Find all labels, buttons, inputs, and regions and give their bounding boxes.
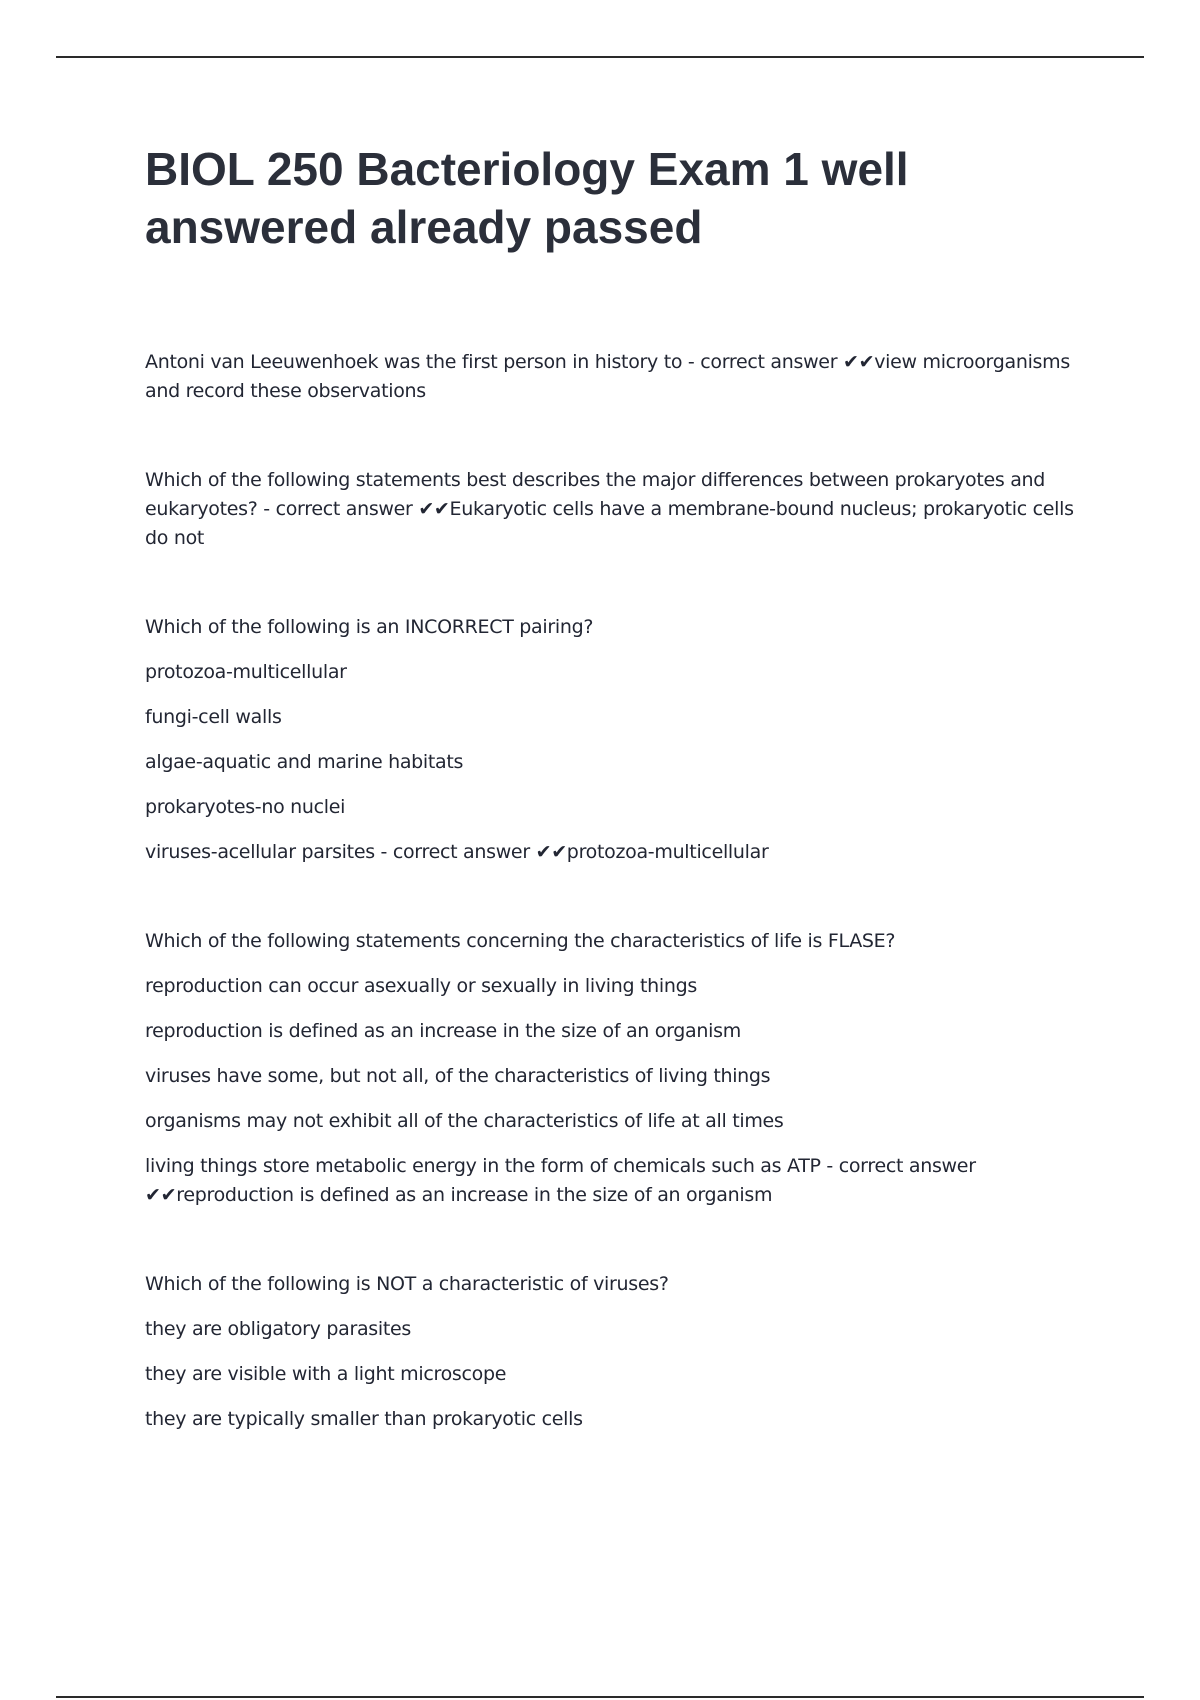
question-text: Which of the following statements best describes the major differences between prokaryotes and eukaryotes? - correct answer ✔✔Eukaryotic cells have a membrane-bound nucleus; prokaryotic cells do not: [145, 469, 1074, 549]
question-text: Which of the following is NOT a characteristic of viruses?: [145, 1273, 669, 1295]
top-rule: [56, 56, 1144, 58]
answer-option: prokaryotes-no nuclei: [145, 796, 346, 818]
document-title: BIOL 250 Bacteriology Exam 1 well answered already passed: [145, 143, 909, 253]
answer-option-with-correct-answer: living things store metabolic energy in the form of chemicals such as ATP - correct answer ✔✔reproduction is defined as an increase in the size of an organism: [145, 1155, 976, 1206]
answer-option: algae-aquatic and marine habitats: [145, 751, 464, 773]
answer-option: reproduction can occur asexually or sexually in living things: [145, 975, 697, 997]
question-text: Which of the following is an INCORRECT pairing?: [145, 616, 594, 638]
answer-option: protozoa-multicellular: [145, 661, 347, 683]
answer-option: fungi-cell walls: [145, 706, 282, 728]
answer-option: they are visible with a light microscope: [145, 1363, 507, 1385]
answer-option: they are obligatory parasites: [145, 1318, 412, 1340]
answer-option: viruses have some, but not all, of the characteristics of living things: [145, 1065, 771, 1087]
question-block-4: [145, 927, 1085, 1210]
question-block-5: [145, 1270, 1085, 1434]
question-block-1: [145, 348, 1085, 406]
question-list: [145, 348, 1085, 1434]
answer-option: they are typically smaller than prokaryotic cells: [145, 1408, 583, 1430]
document-body: [145, 140, 1085, 1434]
question-text: Antoni van Leeuwenhoek was the first person in history to - correct answer ✔✔view microorganisms and record these observations: [145, 351, 1070, 402]
answer-option: reproduction is defined as an increase in the size of an organism: [145, 1020, 741, 1042]
bottom-rule: [56, 1696, 1144, 1698]
answer-option: organisms may not exhibit all of the characteristics of life at all times: [145, 1110, 784, 1132]
question-block-3: [145, 613, 1085, 867]
answer-option-with-correct-answer: viruses-acellular parsites - correct answer ✔✔protozoa-multicellular: [145, 841, 769, 863]
question-text: Which of the following statements concerning the characteristics of life is FLASE?: [145, 930, 896, 952]
question-block-2: [145, 466, 1085, 553]
